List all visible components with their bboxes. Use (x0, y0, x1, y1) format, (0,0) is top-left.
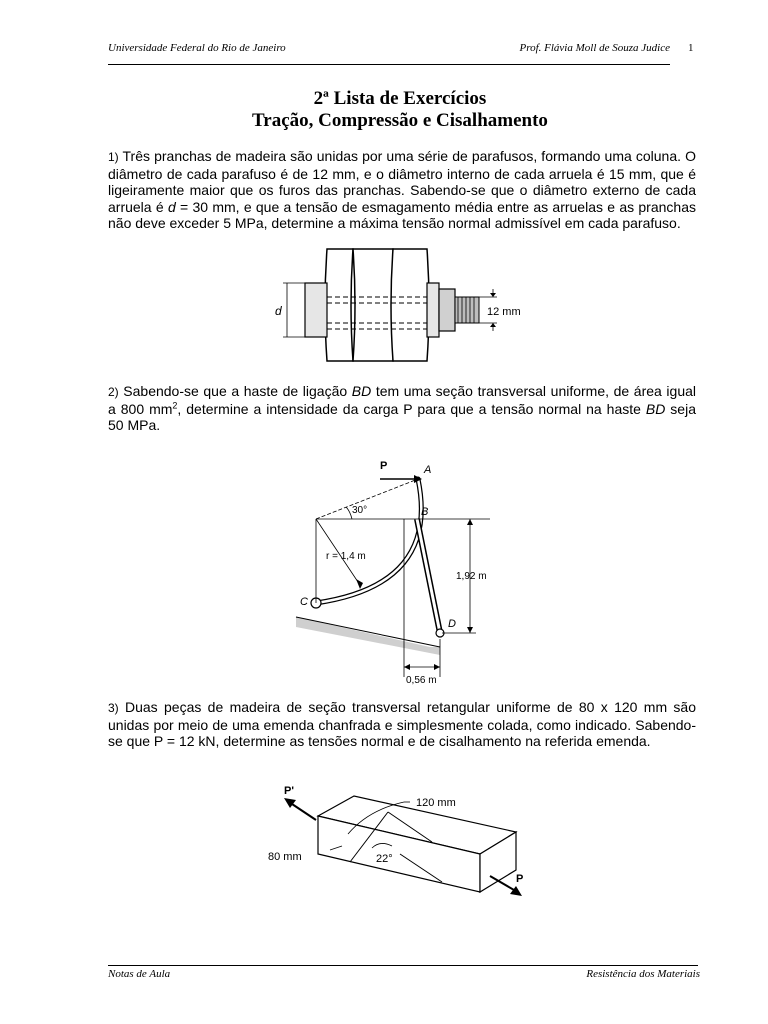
bolt-thread (455, 297, 479, 323)
question-2-superscript: 2 (172, 399, 178, 410)
page-number: 1 (688, 42, 694, 54)
question-2-text-a: Sabendo-se que a haste de ligação (123, 383, 352, 399)
footer-rule (108, 965, 698, 966)
label-p: P (516, 873, 524, 885)
question-2-text-b: tem uma seção transversal uniforme, de área igual a 800 mm (108, 383, 697, 417)
question-1-var-d: d (167, 198, 176, 215)
page-subtitle: Tração, Compressão e Cisalhamento (252, 110, 548, 131)
label-c: C (300, 596, 308, 608)
header-rule (108, 64, 670, 65)
label-12mm: 12 mm (487, 306, 521, 318)
figure-arc-link (290, 455, 520, 695)
question-3 (108, 699, 696, 750)
nut (439, 289, 455, 331)
question-1 (108, 148, 696, 232)
figure-scarf-joint (268, 780, 538, 915)
label-angle: 30° (352, 505, 368, 516)
label-b: B (421, 506, 429, 518)
ground (296, 617, 440, 655)
load-arrow-left (292, 804, 316, 820)
label-angle: 22° (376, 853, 393, 865)
curved-member (316, 479, 421, 603)
plank-1 (325, 249, 353, 361)
header-professor: Prof. Flávia Moll de Souza Judice (519, 42, 670, 54)
label-height: 1,92 m (456, 571, 487, 582)
figure-bolted-planks (265, 245, 535, 370)
question-3-number: 3) (108, 701, 119, 715)
plank-3 (391, 249, 429, 361)
page-title: 2ª Lista de Exercícios (313, 88, 487, 109)
question-2-var-bd: BD (351, 383, 372, 399)
footer-subject: Resistência dos Materiais (586, 968, 700, 980)
right-washer (427, 283, 439, 337)
footer-course-notes: Notas de Aula (108, 968, 171, 980)
question-1-text-b: = 30 mm, e que a tensão de esmagamento média entre as arruelas e as pranchas não deve exceder 5 MPa, determine a máxima tensão normal admissível em cada parafuso. (108, 198, 696, 231)
label-radius: r = 1,4 m (326, 551, 366, 562)
left-washer (305, 283, 327, 337)
label-120mm: 120 mm (416, 797, 456, 809)
label-a: A (424, 464, 432, 476)
question-2-text-d: seja 50 MPa. (108, 400, 696, 433)
label-p: P (380, 460, 388, 472)
plank-2 (353, 249, 395, 361)
label-d: d (275, 304, 282, 318)
label-p-prime: P' (284, 785, 294, 797)
question-1-number: 1) (108, 150, 119, 164)
question-2-text-c: , determine a intensidade da carga P para que a tensão normal na haste (177, 400, 646, 417)
header-university: Universidade Federal do Rio de Janeiro (108, 42, 286, 54)
question-1-text-a: Três pranchas de madeira são unidas por uma série de parafusos, formando uma coluna. O diâmetro de cada parafuso é de 12 mm, e o diâmetro interno de cada arruela é 15 mm, que é ligeiramente maior que os furos das pranchas. Sabendo-se que o diâmetro externo de cada arruela é (108, 148, 696, 215)
question-2-number: 2) (108, 385, 119, 399)
label-width: 0,56 m (406, 675, 437, 686)
label-d: D (448, 618, 456, 630)
question-2 (108, 383, 696, 434)
question-3-text: Duas peças de madeira de seção transversal retangular uniforme de 80 x 120 mm são unidas por meio de uma emenda chanfrada e simplesmente colada, como indicado. Sabendo-se que P = 12 kN, determine as tensões normal e de cisalhamento na referida emenda. (108, 699, 696, 749)
label-80mm: 80 mm (268, 851, 302, 863)
question-2-var-bd-2: BD (645, 400, 666, 417)
